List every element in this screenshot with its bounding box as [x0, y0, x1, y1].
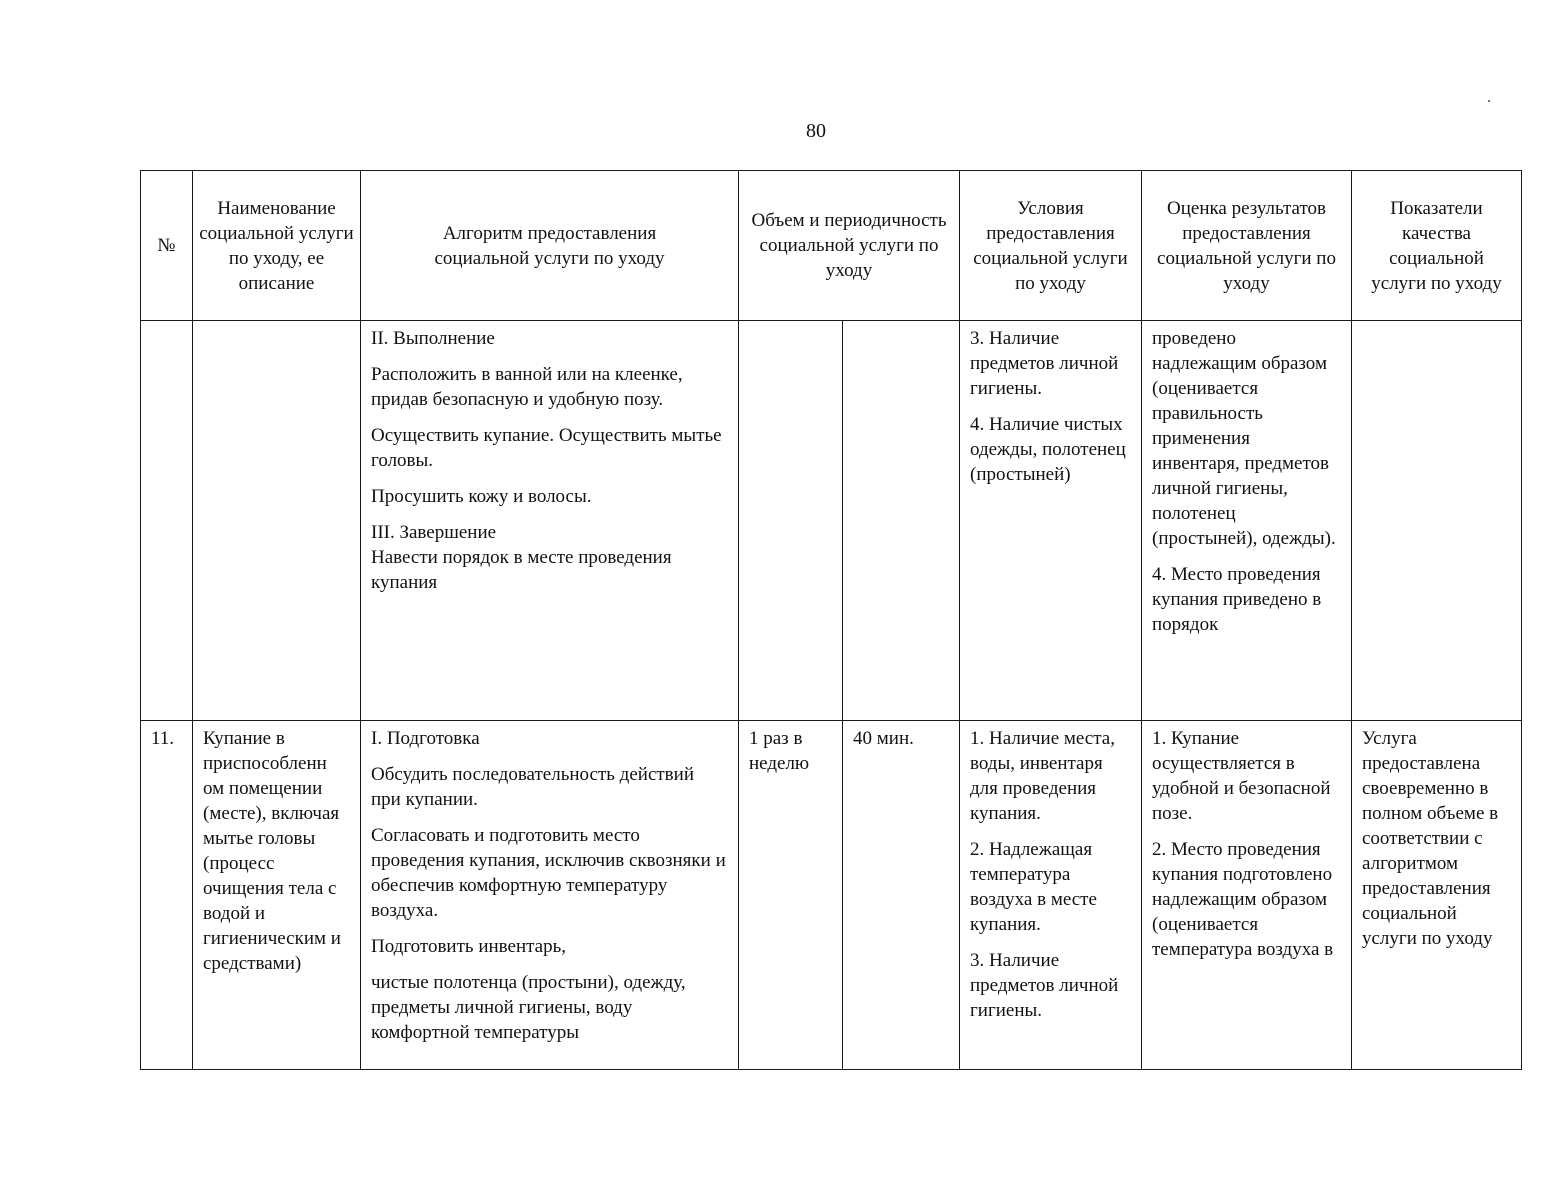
algorithm-step: III. Завершение Навести порядок в месте проведения купания — [371, 522, 672, 593]
algorithm-step: Расположить в ванной или на клеенке, придав безопасную и удобную позу. — [371, 364, 683, 410]
algorithm-step: Подготовить инвентарь, — [371, 936, 567, 957]
condition-item: 3. Наличие предметов личной гигиены. — [970, 328, 1119, 399]
cell-conditions — [960, 321, 1142, 721]
cell-quality: Услуга предоставлена своевременно в полном объеме в соответствии с алгоритмом предоставления социальной услуги по уходу — [1352, 721, 1522, 1070]
cell-algorithm — [361, 721, 739, 1070]
cell-conditions — [960, 721, 1142, 1070]
header-conditions: Условия предоставления социальной услуги по уходу — [960, 171, 1142, 321]
condition-item: 3. Наличие предметов личной гигиены. — [970, 950, 1119, 1021]
condition-item: 4. Наличие чистых одежды, полотенец (простыней) — [970, 414, 1126, 485]
cell-name: Купание в приспособленн ом помещении (месте), включая мытье головы (процесс очищения тела с водой и гигиеническим и средствами) — [193, 721, 361, 1070]
header-algorithm: Алгоритм предоставления социальной услуги по уходу — [361, 171, 739, 321]
evaluation-item: проведено надлежащим образом (оценивается правильность применения инвентаря, предметов личной гигиены, полотенец (простыней), одежды). — [1152, 328, 1336, 549]
evaluation-item: 2. Место проведения купания подготовлено надлежащим образом (оценивается температура воздуха в — [1152, 839, 1334, 960]
cell-evaluation — [1142, 721, 1352, 1070]
condition-item: 2. Надлежащая температура воздуха в месте купания. — [970, 839, 1097, 935]
cell-duration: 40 мин. — [843, 721, 960, 1070]
condition-item: 1. Наличие места, воды, инвентаря для проведения купания. — [970, 728, 1115, 824]
cell-evaluation — [1142, 321, 1352, 721]
header-name: Наименование социальной услуги по уходу, ее описание — [193, 171, 361, 321]
algorithm-step: Просушить кожу и волосы. — [371, 486, 592, 507]
evaluation-item: 4. Место проведения купания приведено в порядок — [1152, 564, 1322, 635]
algorithm-step: Обсудить последовательность действий при купании. — [371, 764, 694, 810]
header-evaluation: Оценка результатов предоставления социальной услуги по уходу — [1142, 171, 1352, 321]
table-row — [141, 321, 1522, 721]
header-quality: Показатели качества социальной услуги по уходу — [1352, 171, 1522, 321]
cell-name — [193, 321, 361, 721]
evaluation-item: 1. Купание осуществляется в удобной и безопасной позе. — [1152, 728, 1331, 824]
cell-duration — [843, 321, 960, 721]
header-num: № — [141, 171, 193, 321]
header-volume: Объем и периодичность социальной услуги по уходу — [739, 171, 960, 321]
cell-periodicity — [739, 321, 843, 721]
cell-algorithm — [361, 321, 739, 721]
page-number: 80 — [806, 120, 826, 142]
algorithm-step: II. Выполнение — [371, 328, 495, 349]
algorithm-step: Осуществить купание. Осуществить мытье головы. — [371, 425, 722, 471]
algorithm-step: I. Подготовка — [371, 728, 480, 749]
scan-speck — [1488, 100, 1490, 102]
header-row — [141, 171, 1522, 321]
cell-quality — [1352, 321, 1522, 721]
cell-periodicity: 1 раз в неделю — [739, 721, 843, 1070]
table-row — [141, 721, 1522, 1070]
cell-num — [141, 321, 193, 721]
algorithm-step: чистые полотенца (простыни), одежду, предметы личной гигиены, воду комфортной температуры — [371, 972, 686, 1043]
cell-num: 11. — [141, 721, 193, 1070]
algorithm-step: Согласовать и подготовить место проведения купания, исключив сквозняки и обеспечив комфортную температуру воздуха. — [371, 825, 726, 921]
services-table — [140, 170, 1522, 1070]
